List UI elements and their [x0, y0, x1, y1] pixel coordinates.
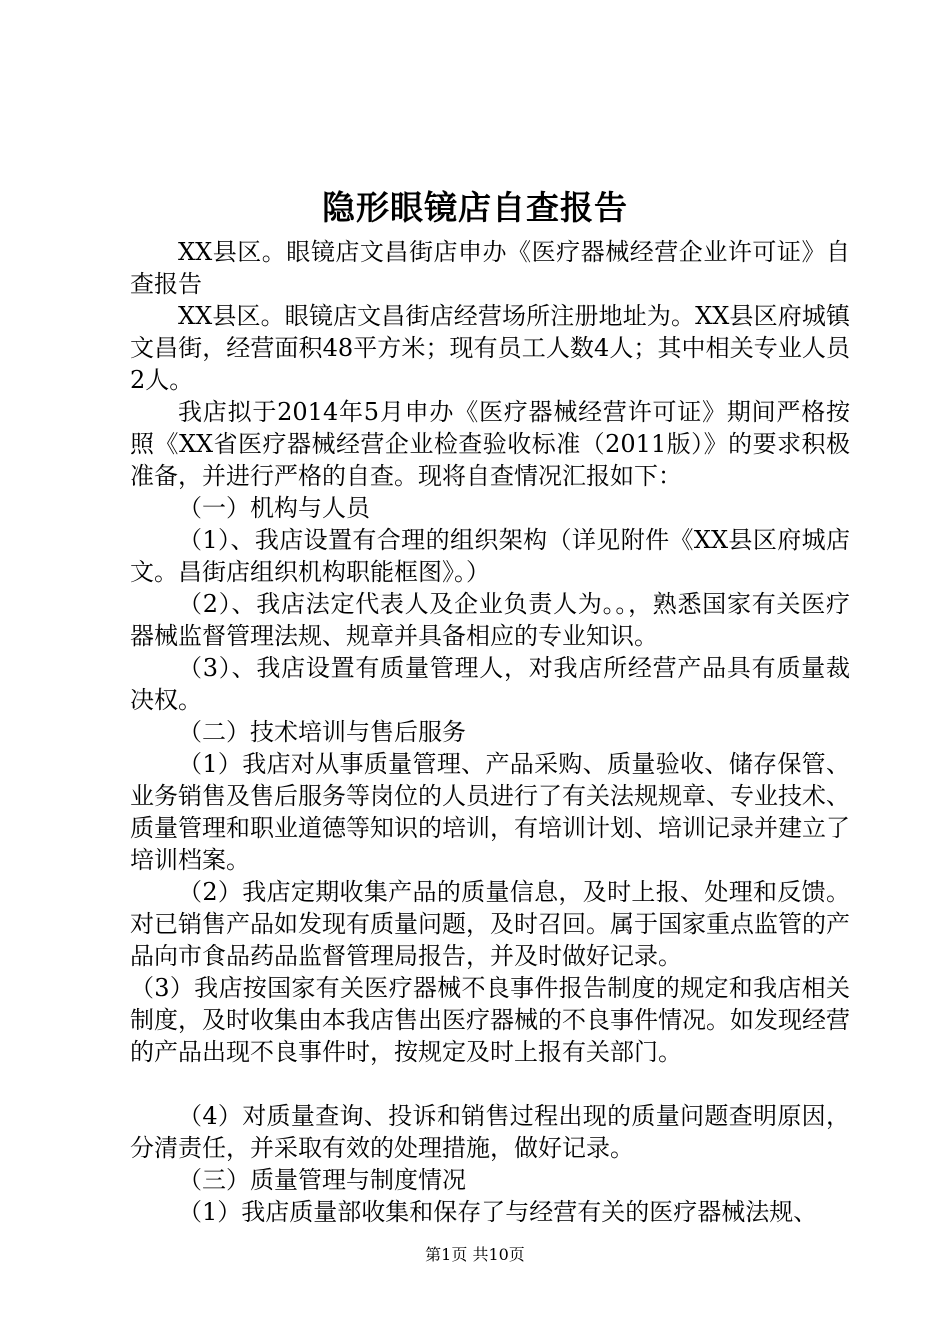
paragraph-1-1: （1）、我店设置有合理的组织架构（详见附件《XX县区府城店文。昌街店组织机构职能框图》。） — [130, 526, 850, 586]
paragraph-1-2: （2）、我店法定代表人及企业负责人为。。，熟悉国家有关医疗器械监督管理法规、规章并具备相应的专业知识。 — [130, 590, 850, 650]
section-heading-1: （一）机构与人员 — [178, 494, 370, 522]
paragraph-2-1: （1）我店对从事质量管理、产品采购、质量验收、储存保管、业务销售及售后服务等岗位的人员进行了有关法规规章、专业技术、质量管理和职业道德等知识的培训，有培训计划、培训记录并建立了培训档案。 — [130, 750, 850, 874]
page-footer: 第1页 共10页 — [425, 1245, 525, 1264]
paragraph-intro: 我店拟于2014年5月申办《医疗器械经营许可证》期间严格按照《XX省医疗器械经营企业检查验收标准（2011版）》的要求积极准备，并进行严格的自查。现将自查情况汇报如下： — [130, 398, 850, 490]
paragraph-2-4: （4）对质量查询、投诉和销售过程出现的质量问题查明原因，分清责任，并采取有效的处理措施，做好记录。 — [130, 1102, 850, 1162]
document-body — [130, 236, 850, 1228]
section-heading-3: （三）质量管理与制度情况 — [178, 1166, 466, 1194]
paragraph-address: XX县区。眼镜店文昌街店经营场所注册地址为。XX县区府城镇文昌街，经营面积48平方米；现有员工人数4人；其中相关专业人员2人。 — [130, 302, 850, 394]
paragraph-2-3: （3）我店按国家有关医疗器械不良事件报告制度的规定和我店相关制度，及时收集由本我店售出医疗器械的不良事件情况。如发现经营的产品出现不良事件时，按规定及时上报有关部门。 — [130, 974, 850, 1066]
paragraph-3-1: （1）我店质量部收集和保存了与经营有关的医疗器械法规、 — [178, 1198, 818, 1226]
paragraph-heading-line: XX县区。眼镜店文昌街店申办《医疗器械经营企业许可证》自查报告 — [130, 238, 850, 298]
section-heading-2: （二）技术培训与售后服务 — [178, 718, 466, 746]
blank-line — [130, 1068, 850, 1100]
document-title: 隐形眼镜店自查报告 — [322, 188, 628, 227]
paragraph-1-3: （3）、我店设置有质量管理人，对我店所经营产品具有质量裁决权。 — [130, 654, 850, 714]
paragraph-2-2: （2）我店定期收集产品的质量信息，及时上报、处理和反馈。对已销售产品如发现有质量问题，及时召回。属于国家重点监管的产品向市食品药品监督管理局报告，并及时做好记录。 — [130, 878, 850, 970]
